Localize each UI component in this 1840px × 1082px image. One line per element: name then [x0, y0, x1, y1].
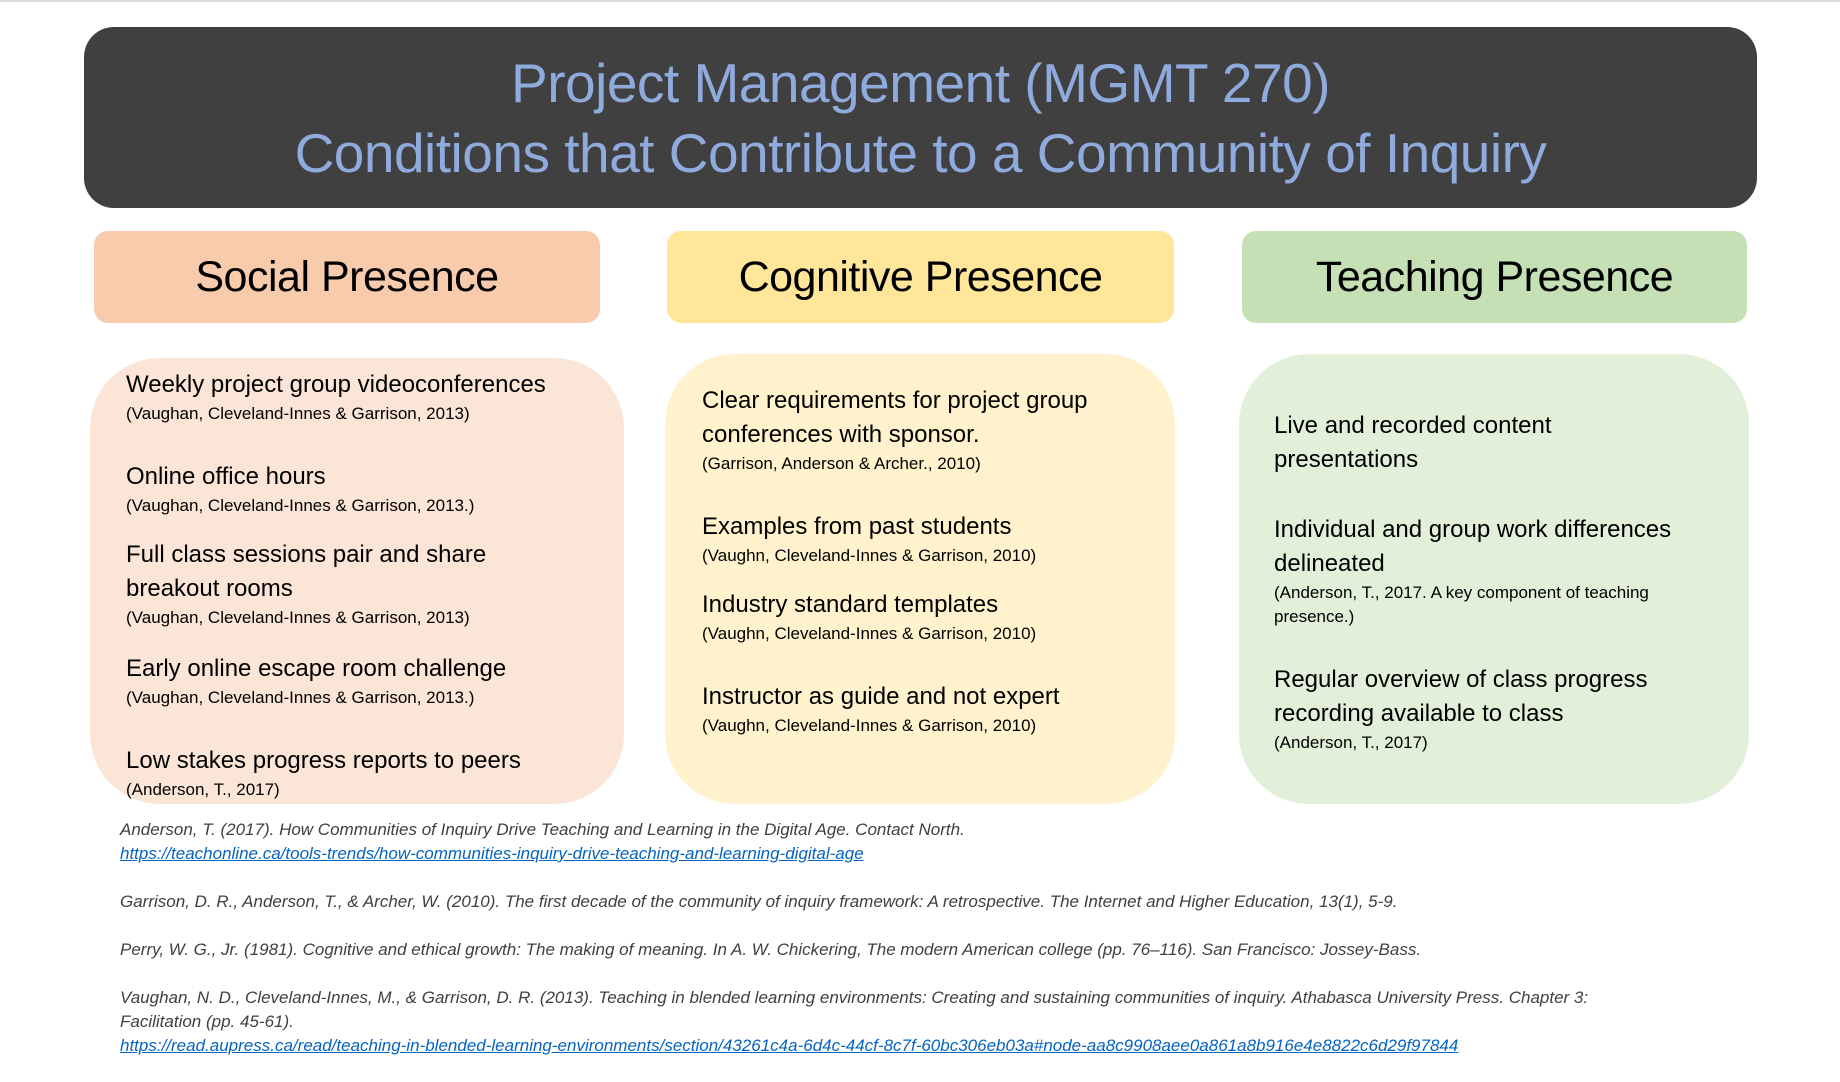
item-citation: (Vaughan, Cleveland-Innes & Garrison, 2013.)	[126, 496, 475, 515]
list-item	[702, 588, 1155, 646]
item-citation: (Vaughn, Cleveland-Innes & Garrison, 2010)	[702, 716, 1037, 735]
reference-text: Anderson, T. (2017). How Communities of Inquiry Drive Teaching and Learning in the Digital Age. Contact North.	[120, 820, 965, 839]
item-text: Early online escape room challenge	[126, 655, 507, 682]
reference-link[interactable]: https://read.aupress.ca/read/teaching-in-blended-learning-environments/section/43261c4a-6d4c-44cf-8c7f-60bc306eb03a#node-aa8c9908aee0a861a8b916e4e8822c6d29f97844	[120, 1036, 1459, 1055]
list-item	[1274, 409, 1729, 477]
list-item	[126, 460, 604, 518]
item-citation: (Vaughan, Cleveland-Innes & Garrison, 2013.)	[126, 688, 475, 707]
reference-item	[120, 890, 1720, 914]
item-text: Clear requirements for project group conferences with sponsor.	[702, 387, 1088, 448]
cognitive-presence-card	[665, 354, 1175, 804]
item-citation: (Vaughan, Cleveland-Innes & Garrison, 2013)	[126, 608, 470, 627]
item-text: Online office hours	[126, 463, 326, 490]
list-item	[702, 680, 1155, 738]
item-text: Low stakes progress reports to peers	[126, 747, 521, 774]
list-item	[1274, 513, 1729, 629]
references-list	[120, 818, 1720, 1082]
list-item	[702, 510, 1155, 568]
item-text: Weekly project group videoconferences	[126, 371, 546, 398]
list-item	[126, 744, 604, 802]
reference-item	[120, 986, 1665, 1058]
teaching-presence-header: Teaching Presence	[1242, 231, 1747, 323]
item-text: Industry standard templates	[702, 591, 999, 618]
title-course: Project Management (MGMT 270)	[511, 51, 1330, 114]
item-citation: (Vaughn, Cleveland-Innes & Garrison, 2010)	[702, 546, 1037, 565]
reference-text: Perry, W. G., Jr. (1981). Cognitive and ethical growth: The making of meaning. In A. W. Chickering, The modern American college (pp. 76–116). San Francisco: Jossey-Bass.	[120, 940, 1422, 959]
item-citation: (Anderson, T., 2017)	[1274, 733, 1428, 752]
top-border	[0, 0, 1840, 2]
social-presence-card	[90, 358, 624, 804]
reference-text: Vaughan, N. D., Cleveland-Innes, M., & Garrison, D. R. (2013). Teaching in blended learning environments: Creating and sustaining communities of inquiry. Athabasca University Press. Chapter 3: Facilitation (pp. 45-61).	[120, 988, 1589, 1031]
item-citation: (Vaughan, Cleveland-Innes & Garrison, 2013)	[126, 404, 470, 423]
list-item	[126, 538, 604, 630]
item-citation: (Garrison, Anderson & Archer., 2010)	[702, 454, 981, 473]
title-banner	[84, 27, 1757, 208]
item-text: Full class sessions pair and share breakout rooms	[126, 541, 487, 602]
item-text: Individual and group work differences delineated	[1274, 516, 1672, 577]
list-item	[702, 384, 1155, 476]
item-citation: (Anderson, T., 2017)	[126, 780, 280, 799]
social-presence-header: Social Presence	[94, 231, 600, 323]
list-item	[126, 652, 604, 710]
reference-item	[120, 938, 1720, 962]
item-citation: (Anderson, T., 2017. A key component of teaching presence.)	[1274, 583, 1649, 626]
cognitive-presence-header: Cognitive Presence	[667, 231, 1174, 323]
reference-link[interactable]: https://teachonline.ca/tools-trends/how-communities-inquiry-drive-teaching-and-learning-digital-age	[120, 844, 864, 863]
item-citation: (Vaughn, Cleveland-Innes & Garrison, 2010)	[702, 624, 1037, 643]
reference-text: Garrison, D. R., Anderson, T., & Archer, W. (2010). The first decade of the community of inquiry framework: A retrospective. The Internet and Higher Education, 13(1), 5-9.	[120, 892, 1398, 911]
teaching-presence-card	[1239, 354, 1749, 804]
item-text: Regular overview of class progress recording available to class	[1274, 666, 1648, 727]
item-text: Instructor as guide and not expert	[702, 683, 1060, 710]
item-text: Examples from past students	[702, 513, 1012, 540]
list-item	[1274, 663, 1729, 755]
list-item	[126, 368, 604, 426]
reference-item	[120, 818, 1720, 866]
title-subtitle: Conditions that Contribute to a Community of Inquiry	[294, 121, 1547, 184]
item-text: Live and recorded content presentations	[1274, 412, 1552, 473]
